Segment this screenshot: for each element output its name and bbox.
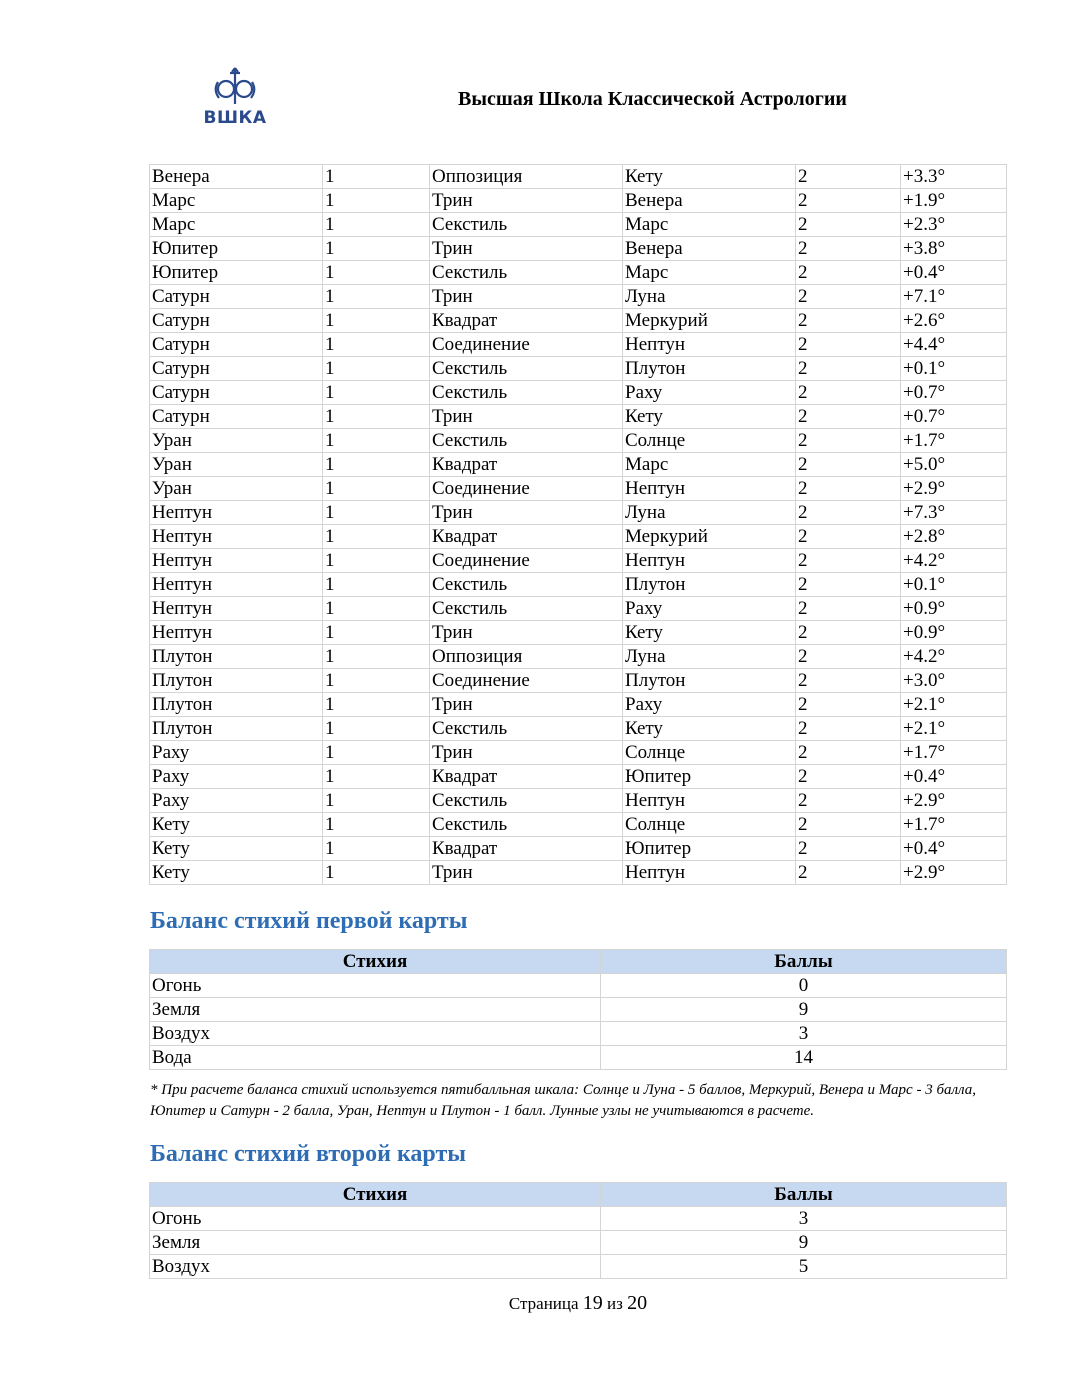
table-cell: 2 [796, 477, 901, 501]
table-cell: Трин [430, 285, 623, 309]
table-cell: 9 [601, 1231, 1007, 1255]
table-cell: +2.9° [901, 861, 1007, 885]
table-row [150, 765, 1007, 789]
table-cell: 2 [796, 237, 901, 261]
table-row [150, 597, 1007, 621]
table-cell: Трин [430, 621, 623, 645]
table-cell: Квадрат [430, 765, 623, 789]
table-cell: Марс [150, 213, 323, 237]
table-row [150, 285, 1007, 309]
table-cell: Плутон [150, 693, 323, 717]
table-row [150, 357, 1007, 381]
table-cell: Кету [150, 813, 323, 837]
calculation-note: * При расчете баланса стихий используется пятибалльная шкала: Солнце и Луна - 5 баллов, Меркурий, Венера и Марс - 3 балла, Юпитер и Сатурн - 2 балла, Уран, Нептун и Плутон - 1 балл. Лунные узлы не учитываются в расчете. [150, 1082, 977, 1119]
table-cell: 1 [323, 261, 430, 285]
table-cell: 1 [323, 621, 430, 645]
table-cell: Нептун [150, 597, 323, 621]
table-cell: Нептун [623, 549, 796, 573]
school-logo [203, 64, 267, 130]
page-word: Страница [508, 1294, 579, 1313]
column-header-score: Баллы [601, 1183, 1007, 1207]
table-cell: Квадрат [430, 453, 623, 477]
table-cell: Нептун [623, 789, 796, 813]
table-cell: +0.1° [901, 357, 1007, 381]
table-cell: 1 [323, 477, 430, 501]
table-cell: 14 [601, 1046, 1007, 1070]
table-cell: 1 [323, 645, 430, 669]
table-cell: 1 [323, 501, 430, 525]
table-cell: Марс [623, 213, 796, 237]
table-cell: 2 [796, 717, 901, 741]
table-cell: 2 [796, 861, 901, 885]
table-cell: Раху [623, 693, 796, 717]
table-cell: Сатурн [150, 285, 323, 309]
table-row [150, 525, 1007, 549]
aspects-table-body [150, 165, 1007, 885]
table-row [150, 813, 1007, 837]
table-cell: Сатурн [150, 357, 323, 381]
table-cell: 0 [601, 974, 1007, 998]
table-cell: Плутон [150, 717, 323, 741]
table-cell: Секстиль [430, 789, 623, 813]
table-cell: 1 [323, 789, 430, 813]
table-cell: Луна [623, 285, 796, 309]
table-cell: +1.7° [901, 813, 1007, 837]
table-cell: 2 [796, 813, 901, 837]
table-cell: Трин [430, 693, 623, 717]
table-cell: Трин [430, 405, 623, 429]
table-cell: Огонь [150, 1207, 601, 1231]
table-cell: Сатурн [150, 333, 323, 357]
table-cell: Нептун [150, 501, 323, 525]
table-cell: Трин [430, 189, 623, 213]
table-row [150, 645, 1007, 669]
table-cell: Кету [623, 621, 796, 645]
table-cell: Кету [623, 717, 796, 741]
table-cell: Солнце [623, 741, 796, 765]
table-cell: 1 [323, 669, 430, 693]
table-cell: Секстиль [430, 381, 623, 405]
table-cell: Уран [150, 477, 323, 501]
table-cell: 2 [796, 357, 901, 381]
table-cell: 2 [796, 261, 901, 285]
table-cell: +1.7° [901, 741, 1007, 765]
table-cell: Нептун [623, 477, 796, 501]
table-cell: 2 [796, 645, 901, 669]
table-cell: +2.3° [901, 213, 1007, 237]
table-cell: 1 [323, 405, 430, 429]
table-cell: 1 [323, 717, 430, 741]
table-cell: Нептун [623, 861, 796, 885]
table-cell: Соединение [430, 669, 623, 693]
table-row [150, 741, 1007, 765]
table-cell: Плутон [623, 669, 796, 693]
table-cell: Юпитер [150, 261, 323, 285]
table-cell: +2.1° [901, 717, 1007, 741]
table-row [150, 693, 1007, 717]
table-cell: Меркурий [623, 525, 796, 549]
table-cell: Соединение [430, 549, 623, 573]
table-cell: 1 [323, 813, 430, 837]
table-cell: Соединение [430, 477, 623, 501]
table-cell: 3 [601, 1207, 1007, 1231]
table-cell: 2 [796, 189, 901, 213]
table-cell: Плутон [623, 573, 796, 597]
table-cell: Кету [150, 861, 323, 885]
table-row [150, 549, 1007, 573]
balance1-title: Баланс стихий первой карты [150, 908, 468, 934]
table-cell: 2 [796, 549, 901, 573]
table-cell: 1 [323, 429, 430, 453]
table-cell: +0.9° [901, 597, 1007, 621]
table-cell: Уран [150, 453, 323, 477]
table-cell: Воздух [150, 1255, 601, 1279]
table-cell: 2 [796, 429, 901, 453]
table-cell: 2 [796, 741, 901, 765]
table-row [150, 477, 1007, 501]
table-cell: Уран [150, 429, 323, 453]
table-cell: Венера [623, 237, 796, 261]
table-cell: 2 [796, 285, 901, 309]
table-row [150, 429, 1007, 453]
column-header-element: Стихия [150, 1183, 601, 1207]
table-row [150, 1255, 1007, 1279]
table-cell: +2.1° [901, 693, 1007, 717]
table-row [150, 717, 1007, 741]
table-cell: 1 [323, 285, 430, 309]
table-cell: +4.2° [901, 549, 1007, 573]
table-cell: 1 [323, 597, 430, 621]
table-cell: Марс [623, 453, 796, 477]
table-cell: 1 [323, 309, 430, 333]
table-row [150, 237, 1007, 261]
table-cell: Секстиль [430, 357, 623, 381]
balance1-table [149, 949, 1007, 1070]
table-cell: 2 [796, 309, 901, 333]
table-cell: Огонь [150, 974, 601, 998]
table-cell: 2 [796, 597, 901, 621]
table-row [150, 573, 1007, 597]
table-cell: Раху [150, 789, 323, 813]
total-pages: 20 [627, 1292, 648, 1314]
table-row [150, 861, 1007, 885]
table-cell: +4.2° [901, 645, 1007, 669]
table-cell: 1 [323, 381, 430, 405]
table-cell: Секстиль [430, 573, 623, 597]
aspects-table [149, 164, 1007, 885]
table-cell: +0.7° [901, 381, 1007, 405]
table-cell: Раху [623, 381, 796, 405]
table-cell: Раху [150, 765, 323, 789]
table-cell: 1 [323, 525, 430, 549]
table-row [150, 309, 1007, 333]
table-cell: Земля [150, 1231, 601, 1255]
table-cell: Солнце [623, 813, 796, 837]
table-cell: +2.9° [901, 477, 1007, 501]
table-cell: Секстиль [430, 597, 623, 621]
page-header [0, 0, 1080, 140]
table-cell: 2 [796, 693, 901, 717]
table-row [150, 1022, 1007, 1046]
page-footer [0, 1292, 1080, 1315]
table-cell: Трин [430, 861, 623, 885]
table-cell: Сатурн [150, 381, 323, 405]
table-cell: +2.6° [901, 309, 1007, 333]
table-cell: 2 [796, 381, 901, 405]
balance2-table-body [150, 1207, 1007, 1279]
table-cell: +4.4° [901, 333, 1007, 357]
column-header-element: Стихия [150, 950, 601, 974]
balance2-table [149, 1182, 1007, 1279]
logo-emblem-icon [203, 64, 267, 108]
table-row [150, 974, 1007, 998]
table-cell: Раху [150, 741, 323, 765]
table-cell: Луна [623, 501, 796, 525]
table-cell: +3.0° [901, 669, 1007, 693]
table-cell: Квадрат [430, 837, 623, 861]
table-cell: +1.7° [901, 429, 1007, 453]
table-row [150, 405, 1007, 429]
table-row [150, 998, 1007, 1022]
table-cell: Сатурн [150, 405, 323, 429]
table-cell: 2 [796, 837, 901, 861]
table-cell: 2 [796, 525, 901, 549]
of-word: из [607, 1294, 623, 1313]
table-cell: Марс [623, 261, 796, 285]
table-cell: Секстиль [430, 261, 623, 285]
table-cell: 1 [323, 213, 430, 237]
table-cell: Марс [150, 189, 323, 213]
table-cell: Плутон [150, 645, 323, 669]
table-cell: +0.9° [901, 621, 1007, 645]
table-cell: Вода [150, 1046, 601, 1070]
table-cell: 2 [796, 165, 901, 189]
table-cell: Квадрат [430, 309, 623, 333]
table-cell: Секстиль [430, 717, 623, 741]
table-cell: Нептун [623, 333, 796, 357]
table-row [150, 381, 1007, 405]
table-cell: 2 [796, 333, 901, 357]
table-cell: 1 [323, 453, 430, 477]
table-cell: +0.4° [901, 261, 1007, 285]
table-header-row [150, 1183, 1007, 1207]
table-cell: 1 [323, 165, 430, 189]
table-cell: 3 [601, 1022, 1007, 1046]
table-cell: +1.9° [901, 189, 1007, 213]
school-title: Высшая Школа Классической Астрологии [458, 88, 847, 110]
column-header-score: Баллы [601, 950, 1007, 974]
table-cell: Кету [623, 165, 796, 189]
table-row [150, 333, 1007, 357]
table-cell: Плутон [623, 357, 796, 381]
table-cell: 1 [323, 573, 430, 597]
table-header-row [150, 950, 1007, 974]
table-row [150, 453, 1007, 477]
table-cell: Оппозиция [430, 165, 623, 189]
table-cell: 1 [323, 237, 430, 261]
table-cell: 1 [323, 765, 430, 789]
table-cell: 1 [323, 357, 430, 381]
table-row [150, 669, 1007, 693]
table-row [150, 1207, 1007, 1231]
table-cell: +3.3° [901, 165, 1007, 189]
table-cell: +5.0° [901, 453, 1007, 477]
table-cell: +0.4° [901, 837, 1007, 861]
table-cell: 2 [796, 501, 901, 525]
table-row [150, 837, 1007, 861]
table-cell: Луна [623, 645, 796, 669]
table-cell: Юпитер [623, 837, 796, 861]
table-cell: 2 [796, 669, 901, 693]
table-row [150, 189, 1007, 213]
table-cell: Трин [430, 501, 623, 525]
table-cell: Нептун [150, 621, 323, 645]
table-cell: 2 [796, 453, 901, 477]
table-cell: +0.1° [901, 573, 1007, 597]
table-cell: 1 [323, 189, 430, 213]
table-cell: Квадрат [430, 525, 623, 549]
table-cell: Меркурий [623, 309, 796, 333]
table-cell: 2 [796, 765, 901, 789]
table-cell: 2 [796, 573, 901, 597]
table-cell: Секстиль [430, 429, 623, 453]
table-cell: 1 [323, 333, 430, 357]
table-cell: Юпитер [623, 765, 796, 789]
table-row [150, 165, 1007, 189]
table-cell: Земля [150, 998, 601, 1022]
table-cell: Воздух [150, 1022, 601, 1046]
table-cell: +7.1° [901, 285, 1007, 309]
table-row [150, 501, 1007, 525]
table-cell: Юпитер [150, 237, 323, 261]
table-cell: 2 [796, 789, 901, 813]
logo-text: ВШКА [203, 108, 267, 128]
table-cell: Секстиль [430, 213, 623, 237]
table-cell: Кету [150, 837, 323, 861]
table-cell: Плутон [150, 669, 323, 693]
table-cell: Соединение [430, 333, 623, 357]
table-cell: +0.4° [901, 765, 1007, 789]
table-cell: +0.7° [901, 405, 1007, 429]
table-cell: Кету [623, 405, 796, 429]
table-cell: Трин [430, 741, 623, 765]
table-cell: Оппозиция [430, 645, 623, 669]
table-cell: Нептун [150, 573, 323, 597]
table-cell: Венера [150, 165, 323, 189]
table-cell: +7.3° [901, 501, 1007, 525]
table-cell: Раху [623, 597, 796, 621]
table-cell: Секстиль [430, 813, 623, 837]
table-row [150, 1046, 1007, 1070]
table-cell: +2.8° [901, 525, 1007, 549]
table-cell: +2.9° [901, 789, 1007, 813]
current-page: 19 [582, 1292, 603, 1314]
table-row [150, 1231, 1007, 1255]
table-cell: +3.8° [901, 237, 1007, 261]
table-cell: Солнце [623, 429, 796, 453]
table-cell: 1 [323, 741, 430, 765]
table-cell: 2 [796, 621, 901, 645]
table-cell: Трин [430, 237, 623, 261]
table-cell: 1 [323, 693, 430, 717]
table-row [150, 789, 1007, 813]
table-cell: Сатурн [150, 309, 323, 333]
balance1-table-body [150, 974, 1007, 1070]
table-cell: 2 [796, 213, 901, 237]
table-row [150, 261, 1007, 285]
table-cell: 2 [796, 405, 901, 429]
table-row [150, 621, 1007, 645]
table-cell: 5 [601, 1255, 1007, 1279]
table-cell: 1 [323, 549, 430, 573]
table-cell: 1 [323, 837, 430, 861]
table-cell: 1 [323, 861, 430, 885]
table-cell: Нептун [150, 549, 323, 573]
table-row [150, 213, 1007, 237]
table-cell: Нептун [150, 525, 323, 549]
table-cell: Венера [623, 189, 796, 213]
balance2-title: Баланс стихий второй карты [150, 1141, 466, 1167]
table-cell: 9 [601, 998, 1007, 1022]
